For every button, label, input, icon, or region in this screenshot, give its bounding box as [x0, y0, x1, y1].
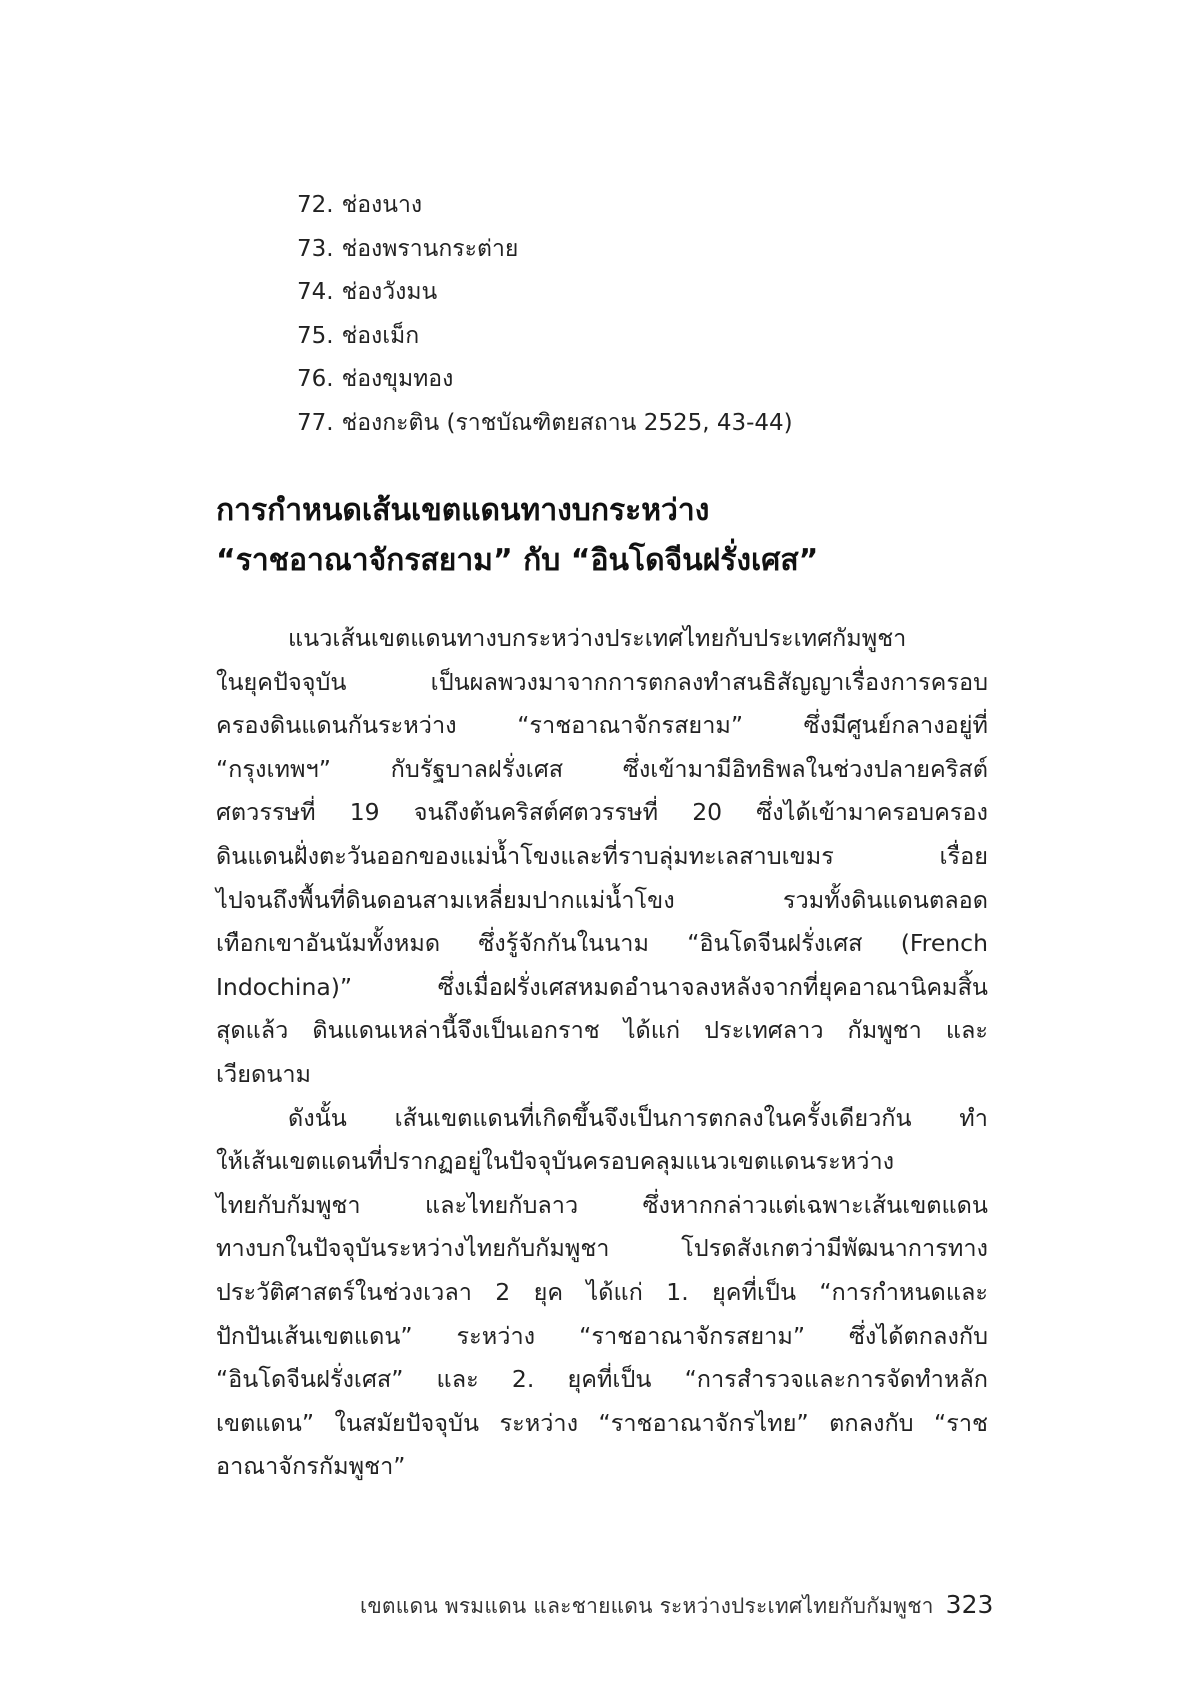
paragraph-line: ทางบกในปัจจุบันระหว่างไทยกับกัมพูชา โปรดสังเกตว่ามีพัฒนาการทาง: [216, 1234, 988, 1263]
paragraph-line: Indochina)” ซึ่งเมื่อฝรั่งเศสหมดอำนาจลงหลังจากที่ยุคอาณานิคมสิ้น: [216, 972, 988, 1001]
paragraph-line: “อินโดจีนฝรั่งเศส” และ 2. ยุคที่เป็น “การสำรวจและการจัดทำหลัก: [216, 1365, 988, 1394]
list-item-text: ช่องเม็ก: [341, 322, 420, 349]
body-text: [216, 617, 988, 1489]
page-number: 323: [945, 1590, 994, 1619]
paragraph-line: สุดแล้ว ดินแดนเหล่านี้จึงเป็นเอกราช ได้แก่ ประเทศลาว กัมพูชา และ: [216, 1016, 988, 1045]
list-item-number: 74.: [297, 279, 334, 305]
paragraph-line: ดังนั้น เส้นเขตแดนที่เกิดขึ้นจึงเป็นการตกลงในครั้งเดียวกัน ทำ: [288, 1103, 988, 1132]
list-item: [297, 271, 997, 315]
list-item-text: ช่องกะติน (ราชบัณฑิตยสถาน 2525, 43-44): [341, 409, 793, 436]
list-item: [297, 228, 997, 272]
list-item-text: ช่องวังมน: [341, 279, 438, 305]
paragraph-line: ประวัติศาสตร์ในช่วงเวลา 2 ยุค ได้แก่ 1. ยุคที่เป็น “การกำหนดและ: [216, 1277, 988, 1306]
list-item-number: 72.: [297, 192, 334, 218]
list-item-text: ช่องขุมทอง: [341, 366, 454, 392]
paragraph-line: ปักปันเส้นเขตแดน” ระหว่าง “ราชอาณาจักรสยาม” ซึ่งได้ตกลงกับ: [216, 1321, 988, 1350]
paragraph-line: “กรุงเทพฯ” กับรัฐบาลฝรั่งเศส ซึ่งเข้ามามีอิทธิพลในช่วงปลายคริสต์: [216, 754, 988, 783]
section-heading-line-2: “ราชอาณาจักรสยาม” กับ “อินโดจีนฝรั่งเศส”: [216, 543, 819, 578]
section-heading: [216, 486, 1016, 586]
list-item-text: ช่องพรานกระต่าย: [341, 235, 519, 262]
list-item-text: ช่องนาง: [341, 192, 423, 218]
list-item: [297, 402, 997, 446]
paragraph-2: [216, 1097, 988, 1489]
list-item: [297, 358, 997, 402]
list-item-number: 75.: [297, 322, 334, 349]
paragraph-line: ศตวรรษที่ 19 จนถึงต้นคริสต์ศตวรรษที่ 20 ซึ่งได้เข้ามาครอบครอง: [216, 798, 988, 827]
list-item-number: 76.: [297, 366, 334, 392]
list-item-number: 73.: [297, 235, 334, 262]
paragraph-line: ให้เส้นเขตแดนที่ปรากฏอยู่ในปัจจุบันครอบคลุมแนวเขตแดนระหว่าง: [216, 1147, 895, 1176]
paragraph-line: อาณาจักรกัมพูชา”: [216, 1452, 406, 1481]
paragraph-1: [216, 617, 988, 1097]
paragraph-line: แนวเส้นเขตแดนทางบกระหว่างประเทศไทยกับประเทศกัมพูชา: [288, 624, 907, 652]
paragraph-line: ในยุคปัจจุบัน เป็นผลพวงมาจากการตกลงทำสนธิสัญญาเรื่องการครอบ: [216, 667, 988, 696]
section-heading-line-1: การกำหนดเส้นเขตแดนทางบกระหว่าง: [216, 493, 710, 528]
list-item: [297, 184, 997, 228]
paragraph-line: เทือกเขาอันนัมทั้งหมด ซึ่งรู้จักกันในนาม “อินโดจีนฝรั่งเศส (French: [216, 929, 988, 958]
list-item-number: 77.: [297, 409, 334, 436]
paragraph-line: ครองดินแดนกันระหว่าง “ราชอาณาจักรสยาม” ซึ่งมีศูนย์กลางอยู่ที่: [216, 711, 988, 740]
paragraph-line: ดินแดนฝั่งตะวันออกของแม่น้ำโขงและที่ราบลุ่มทะเลสาบเขมร เรื่อย: [216, 841, 988, 870]
paragraph-line: ไปจนถึงพื้นที่ดินดอนสามเหลี่ยมปากแม่น้ำโขง รวมทั้งดินแดนตลอด: [216, 885, 988, 914]
running-title: เขตแดน พรมแดน และชายแดน ระหว่างประเทศไทยกับกัมพูชา: [360, 1594, 934, 1618]
paragraph-line: เขตแดน” ในสมัยปัจจุบัน ระหว่าง “ราชอาณาจักรไทย” ตกลงกับ “ราช: [216, 1408, 988, 1437]
page-footer: [360, 1590, 994, 1623]
paragraph-line: เวียดนาม: [216, 1059, 312, 1088]
list-item: [297, 315, 997, 359]
pass-list: [297, 184, 997, 445]
paragraph-line: ไทยกับกัมพูชา และไทยกับลาว ซึ่งหากกล่าวแต่เฉพาะเส้นเขตแดน: [216, 1190, 988, 1219]
